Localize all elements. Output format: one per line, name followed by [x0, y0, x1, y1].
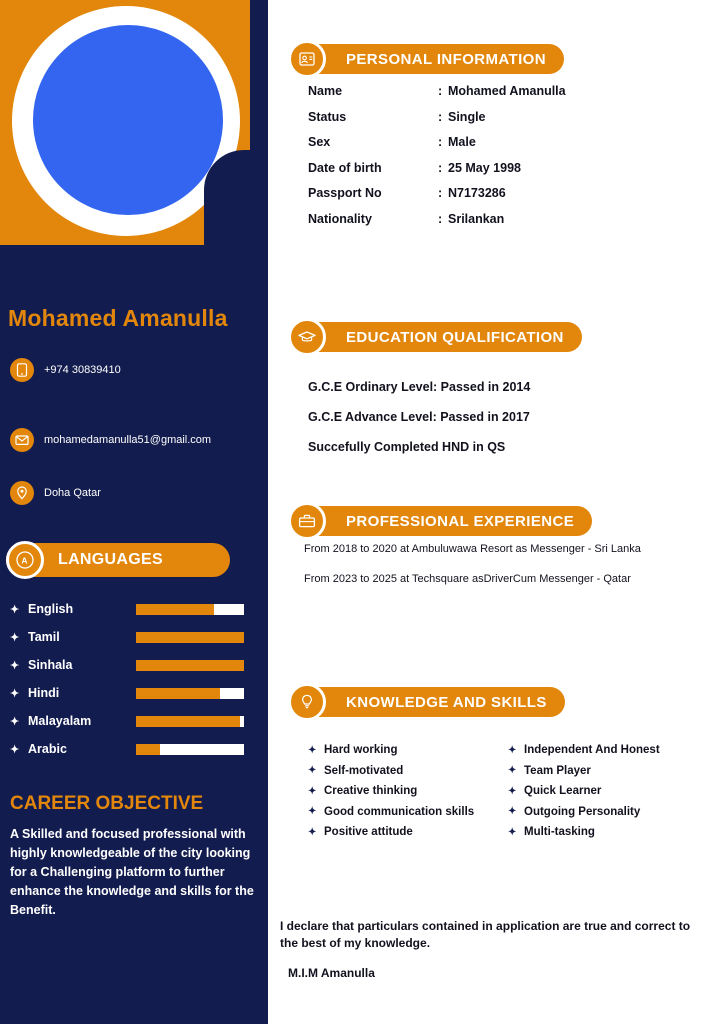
list-item	[308, 781, 508, 802]
list-item	[508, 802, 708, 823]
education-list	[308, 380, 708, 470]
main-content	[268, 0, 724, 1024]
languages-section-title: LANGUAGES	[58, 551, 163, 568]
field-separator: :	[438, 160, 443, 175]
education-section-header	[292, 322, 582, 352]
field-separator: :	[438, 186, 443, 200]
field-separator: :	[438, 211, 443, 226]
skill-label: Positive attitude	[324, 826, 413, 839]
language-label: Malayalam	[28, 714, 92, 728]
field-value: Mohamed Amanulla	[448, 84, 566, 98]
diamond-bullet-icon: ✦	[10, 659, 20, 672]
field-label: Sex	[308, 135, 331, 149]
field-separator: :	[438, 109, 443, 124]
phone-icon	[10, 358, 34, 382]
list-item	[308, 740, 508, 761]
profile-photo	[0, 0, 250, 250]
contact-email[interactable]	[10, 428, 268, 452]
language-label: Tamil	[28, 630, 60, 644]
list-item: From 2023 to 2025 at Techsquare asDriverCum Messenger - Qatar	[304, 573, 631, 585]
career-objective-body: A Skilled and focused professional with highly knowledgeable of the city looking for a Challenging platform to further enhance the knowledge and skills for the Benefit.	[10, 827, 254, 917]
experience-section-title: PROFESSIONAL EXPERIENCE	[346, 512, 575, 530]
diamond-bullet-icon: ✦	[508, 806, 517, 818]
experience-list	[304, 543, 714, 603]
personal-information-table	[308, 84, 708, 237]
table-row	[308, 212, 708, 238]
list-item	[10, 595, 260, 623]
list-item	[10, 735, 260, 763]
diamond-bullet-icon: ✦	[508, 826, 517, 838]
field-value: Srilankan	[448, 211, 505, 226]
language-level-bar	[136, 660, 244, 671]
list-item	[10, 623, 260, 651]
language-label: Hindi	[28, 686, 60, 700]
diamond-bullet-icon: ✦	[308, 744, 317, 756]
list-item	[508, 822, 708, 843]
skill-label: Creative thinking	[324, 785, 418, 798]
skill-label: Quick Learner	[524, 785, 602, 798]
skills-right-column	[508, 740, 708, 843]
table-row	[308, 161, 708, 187]
language-level-bar	[136, 688, 244, 699]
contact-location[interactable]	[10, 481, 268, 505]
language-label: English	[28, 602, 74, 616]
field-label: Date of birth	[308, 160, 382, 175]
skill-label: Good communication skills	[324, 805, 475, 818]
language-label: Sinhala	[28, 658, 73, 672]
list-item	[308, 802, 508, 823]
page-title: Mohamed Amanulla	[8, 305, 228, 331]
field-separator: :	[438, 135, 443, 149]
email-icon	[10, 428, 34, 452]
list-item	[508, 761, 708, 782]
diamond-bullet-icon: ✦	[308, 785, 317, 797]
education-section-title: EDUCATION QUALIFICATION	[346, 328, 564, 346]
table-row	[308, 186, 708, 212]
left-sidebar	[0, 0, 268, 1024]
experience-section-header	[292, 506, 592, 536]
field-label: Passport No	[308, 186, 382, 200]
field-label: Status	[308, 109, 347, 124]
language-icon	[6, 541, 44, 579]
location-icon	[10, 481, 34, 505]
language-level-bar	[136, 604, 244, 615]
list-item	[10, 707, 260, 735]
list-item	[308, 761, 508, 782]
field-label: Name	[308, 84, 343, 98]
diamond-bullet-icon: ✦	[508, 744, 517, 756]
lightbulb-idea-icon	[288, 683, 326, 721]
skills-list	[308, 740, 708, 843]
skill-label: Self-motivated	[324, 764, 404, 777]
diamond-bullet-icon: ✦	[10, 715, 20, 728]
diamond-bullet-icon: ✦	[308, 806, 317, 818]
diamond-bullet-icon: ✦	[308, 765, 317, 777]
skill-label: Team Player	[524, 764, 591, 777]
skill-label: Multi-tasking	[524, 826, 595, 839]
diamond-bullet-icon: ✦	[508, 785, 517, 797]
skill-label: Independent And Honest	[524, 744, 660, 757]
skill-label: Outgoing Personality	[524, 805, 641, 818]
field-separator: :	[438, 84, 443, 98]
signature-name: M.I.M Amanulla	[288, 966, 375, 980]
svg-text:A: A	[21, 555, 28, 566]
table-row	[308, 110, 708, 136]
graduation-cap-icon	[288, 318, 326, 356]
field-label: Nationality	[308, 211, 372, 226]
field-value: Single	[448, 109, 486, 124]
languages-section-header	[6, 543, 230, 577]
language-label: Arabic	[28, 742, 67, 756]
photo-avatar-circle	[30, 22, 226, 218]
skill-label: Hard working	[324, 744, 398, 757]
personal-information-header	[292, 44, 564, 74]
table-row	[308, 135, 708, 161]
table-row	[308, 84, 708, 110]
list-item: G.C.E Advance Level: Passed in 2017	[308, 410, 530, 424]
declaration-text: I declare that particulars contained in application are true and correct to the best of my knowledge.	[280, 919, 691, 950]
diamond-bullet-icon: ✦	[10, 603, 20, 616]
skills-section-title: KNOWLEDGE AND SKILLS	[346, 693, 547, 711]
list-item: Succefully Completed HND in QS	[308, 440, 506, 454]
id-card-icon	[288, 40, 326, 78]
field-value: Male	[448, 135, 476, 149]
contact-location-value: Doha Qatar	[44, 487, 101, 499]
briefcase-icon	[288, 502, 326, 540]
diamond-bullet-icon: ✦	[308, 826, 317, 838]
field-value: 25 May 1998	[448, 160, 521, 175]
list-item	[10, 651, 260, 679]
diamond-bullet-icon: ✦	[10, 631, 20, 644]
list-item: From 2018 to 2020 at Ambuluwawa Resort as Messenger - Sri Lanka	[304, 543, 641, 555]
language-level-bar	[136, 716, 244, 727]
skills-section-header	[292, 687, 565, 717]
skills-left-column	[308, 740, 508, 843]
diamond-bullet-icon: ✦	[10, 687, 20, 700]
contact-phone-value: +974 30839410	[44, 364, 121, 376]
diamond-bullet-icon: ✦	[508, 765, 517, 777]
field-value: N7173286	[448, 186, 506, 200]
career-objective-title: CAREER OBJECTIVE	[10, 793, 204, 814]
list-item	[508, 740, 708, 761]
list-item	[508, 781, 708, 802]
personal-information-title: PERSONAL INFORMATION	[346, 50, 546, 68]
list-item	[10, 679, 260, 707]
photo-corner-notch	[204, 150, 268, 260]
contact-email-value: mohamedamanulla51@gmail.com	[44, 434, 212, 446]
diamond-bullet-icon: ✦	[10, 743, 20, 756]
list-item: G.C.E Ordinary Level: Passed in 2014	[308, 380, 531, 394]
contact-phone[interactable]	[10, 358, 268, 382]
language-level-bar	[136, 744, 244, 755]
language-level-bar	[136, 632, 244, 643]
languages-list	[10, 595, 260, 763]
list-item	[308, 822, 508, 843]
